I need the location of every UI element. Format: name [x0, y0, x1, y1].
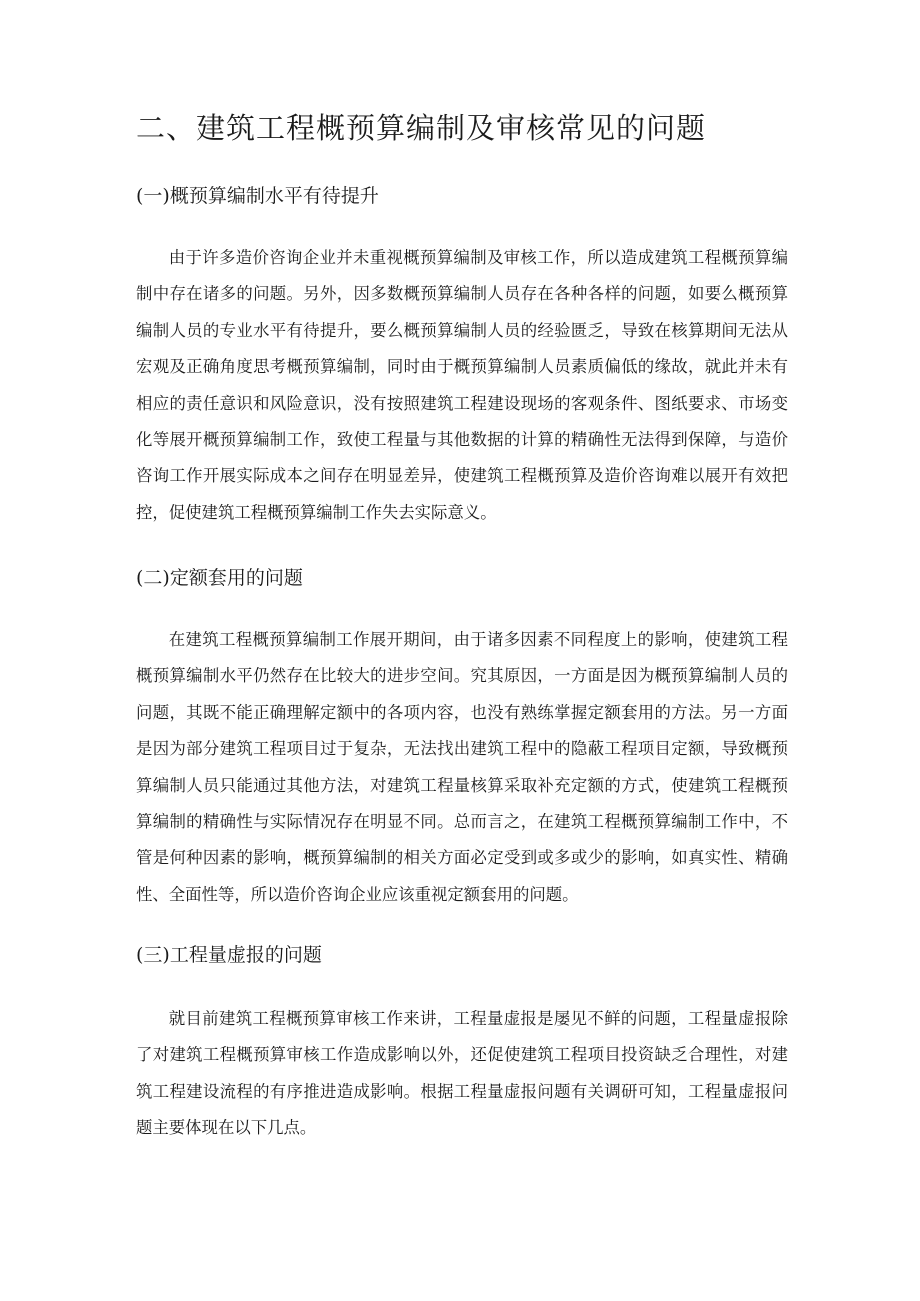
section-heading-2: (二)定额套用的问题	[136, 567, 303, 589]
section-paragraph-3: 就目前建筑工程概预算审核工作来讲，工程量虚报是屡见不鲜的问题，工程量虚报除了对建筑工程概预算审核工作造成影响以外，还促使建筑工程项目投资缺乏合理性，对建筑工程建设流程的有序推进造成影响。根据工程量虚报问题有关调研可知，工程量虚报问题主要体现在以下几点。	[136, 1009, 788, 1138]
page-title: 二、建筑工程概预算编制及审核常见的问题	[136, 111, 707, 145]
section-heading-1: (一)概预算编制水平有待提升	[136, 185, 379, 207]
section-paragraph-2: 在建筑工程概预算编制工作展开期间，由于诸多因素不同程度上的影响，使建筑工程概预算编制水平仍然存在比较大的进步空间。究其原因，一方面是因为概预算编制人员的问题，其既不能正确理解定额中的各项内容，也没有熟练掌握定额套用的方法。另一方面是因为部分建筑工程项目过于复杂，无法找出建筑工程中的隐蔽工程项目定额，导致概预算编制人员只能通过其他方法，对建筑工程量核算采取补充定额的方式，使建筑工程概预算编制的精确性与实际情况存在明显不同。总而言之，在建筑工程概预算编制工作中，不管是何种因素的影响，概预算编制的相关方面必定受到或多或少的影响，如真实性、精确性、全面性等，所以造价咨询企业应该重视定额套用的问题。	[136, 630, 788, 904]
section-heading-3: (三)工程量虚报的问题	[136, 944, 322, 966]
section-paragraph-1: 由于许多造价咨询企业并未重视概预算编制及审核工作，所以造成建筑工程概预算编制中存在诸多的问题。另外，因多数概预算编制人员存在各种各样的问题，如要么概预算编制人员的专业水平有待提升，要么概预算编制人员的经验匮乏，导致在核算期间无法从宏观及正确角度思考概预算编制，同时由于概预算编制人员素质偏低的缘故，就此并未有相应的责任意识和风险意识，没有按照建筑工程建设现场的客观条件、图纸要求、市场变化等展开概预算编制工作，致使工程量与其他数据的计算的精确性无法得到保障，与造价咨询工作开展实际成本之间存在明显差异，使建筑工程概预算及造价咨询难以展开有效把控，促使建筑工程概预算编制工作失去实际意义。	[136, 248, 788, 522]
